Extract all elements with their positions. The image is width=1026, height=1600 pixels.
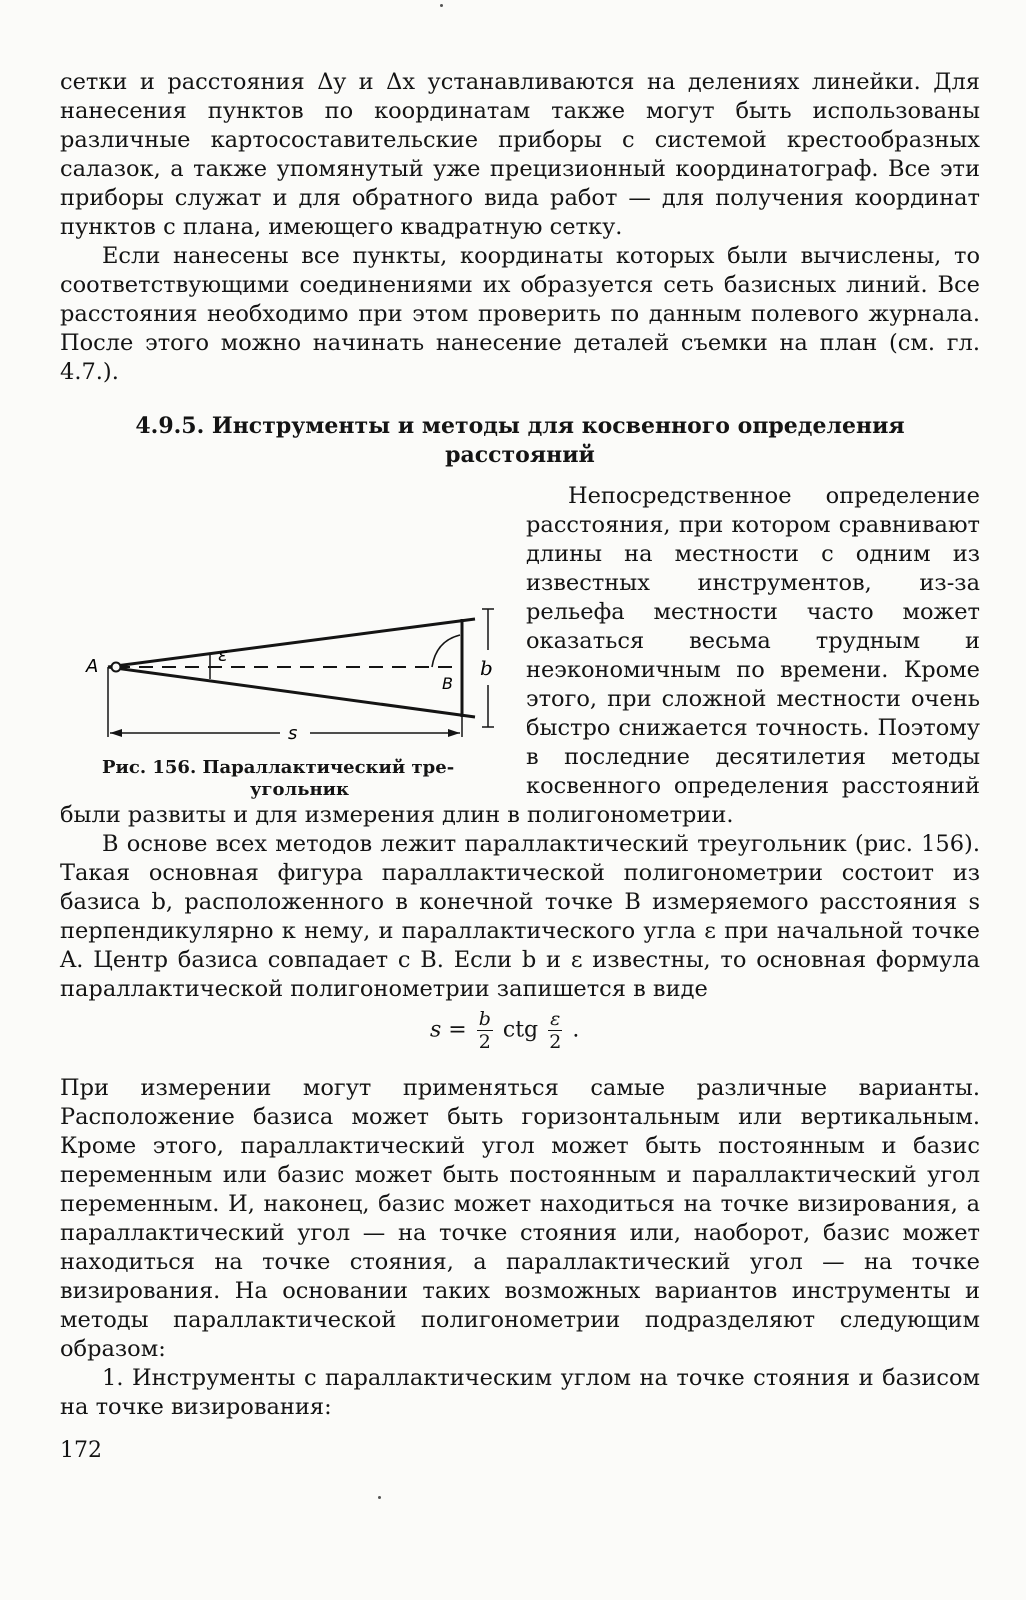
section-heading: 4.9.5. Инструменты и методы для косвенного определения расстояний — [135, 413, 905, 468]
paragraph-6: 1. Инструменты с параллактическим углом на точке стояния и базисом на точке визирования: — [60, 1365, 980, 1420]
scan-speck — [440, 4, 443, 7]
paragraph-3-text: Непосредственное определение расстояния, при котором сравнивают длины на местности с одним из известных инструментов, из-за рельефа местности часто может оказаться весьма трудным и неэкономичным по времени. Кроме этого, при сложной местности очень быстро снижается точность. Поэтому в последние десятилетия методы косвенного определения расстояний были развиты и для измерения длин в полигонометрии. — [60, 483, 980, 828]
label-base-b: b — [480, 656, 493, 680]
formula-line — [60, 1008, 980, 1066]
figure-caption — [60, 757, 490, 801]
frac-b-num: b — [478, 1008, 491, 1030]
paragraph-2: Если нанесены все пункты, координаты которых были вычислены, то соответствующими соединениями их образуется сеть базисных линий. Все расстояния необходимо при этом проверить по данным полевого журнала. После этого можно начинать нанесение деталей съемки на план (см. гл. 4.7.). — [60, 243, 980, 385]
frac-eps-num: ε — [550, 1008, 561, 1030]
figure-156-wrap — [60, 482, 980, 1004]
caption-line-1: Рис. 156. Параллактический тре- — [102, 757, 455, 778]
caption-line-2: угольник — [250, 779, 349, 800]
paragraph-1: сетки и расстояния Δy и Δx устанавливаются на делениях линейки. Для нанесения пунктов по координатам также могут быть использованы различные картосоставительские приборы с системой крестообразных салазок, а также упомянутый уже прецизионный координатограф. Все эти приборы служат и для обратного вида работ — для получения координат пунктов с плана, имеющего квадратную сетку. — [60, 69, 980, 240]
formula-frac-b — [477, 1008, 493, 1053]
frac-b-den: 2 — [478, 1031, 491, 1053]
label-epsilon: ε — [218, 645, 228, 666]
paragraph-3 — [60, 482, 980, 830]
scan-speck — [378, 1496, 381, 1499]
paragraph-5: При измерении могут применяться самые различные варианты. Расположение базиса может быть горизонтальным или вертикальным. Кроме этого, параллактический угол может быть постоянным и базис переменным или базис может быть постоянным и параллактический угол переменным. И, наконец, базис может находиться на точке визирования, а параллактический угол — на точке стояния или, наоборот, базис может находиться на точке стояния, а параллактический угол — на точке визирования. На основании таких возможных вариантов инструменты и методы параллактической полигонометрии подразделяют следующим образом: — [60, 1075, 980, 1362]
label-b-point: B — [442, 674, 453, 693]
formula-end: . — [572, 1017, 580, 1043]
formula-frac-eps — [548, 1008, 562, 1053]
parallactic-triangle-diagram — [60, 605, 500, 755]
formula-ctg: ctg — [502, 1017, 539, 1043]
frac-eps-den: 2 — [549, 1031, 562, 1053]
label-s: s — [288, 723, 298, 744]
formula-lhs: s = — [430, 1017, 467, 1043]
paragraph-4: В основе всех методов лежит параллактический треугольник (рис. 156). Такая основная фигура параллактической полигонометрии состоит из базиса b, расположенного в конечной точке B измеряемого расстояния s перпендикулярно к нему, и параллактического угла ε при начальной точке A. Центр базиса совпадает с B. Если b и ε известны, то основная формула параллактической полигонометрии запишется в виде — [60, 831, 980, 1002]
page-number: 172 — [60, 1438, 102, 1463]
label-a: A — [86, 656, 99, 677]
page-body — [60, 68, 980, 1422]
figure-156 — [60, 569, 500, 799]
formula — [430, 1008, 579, 1053]
